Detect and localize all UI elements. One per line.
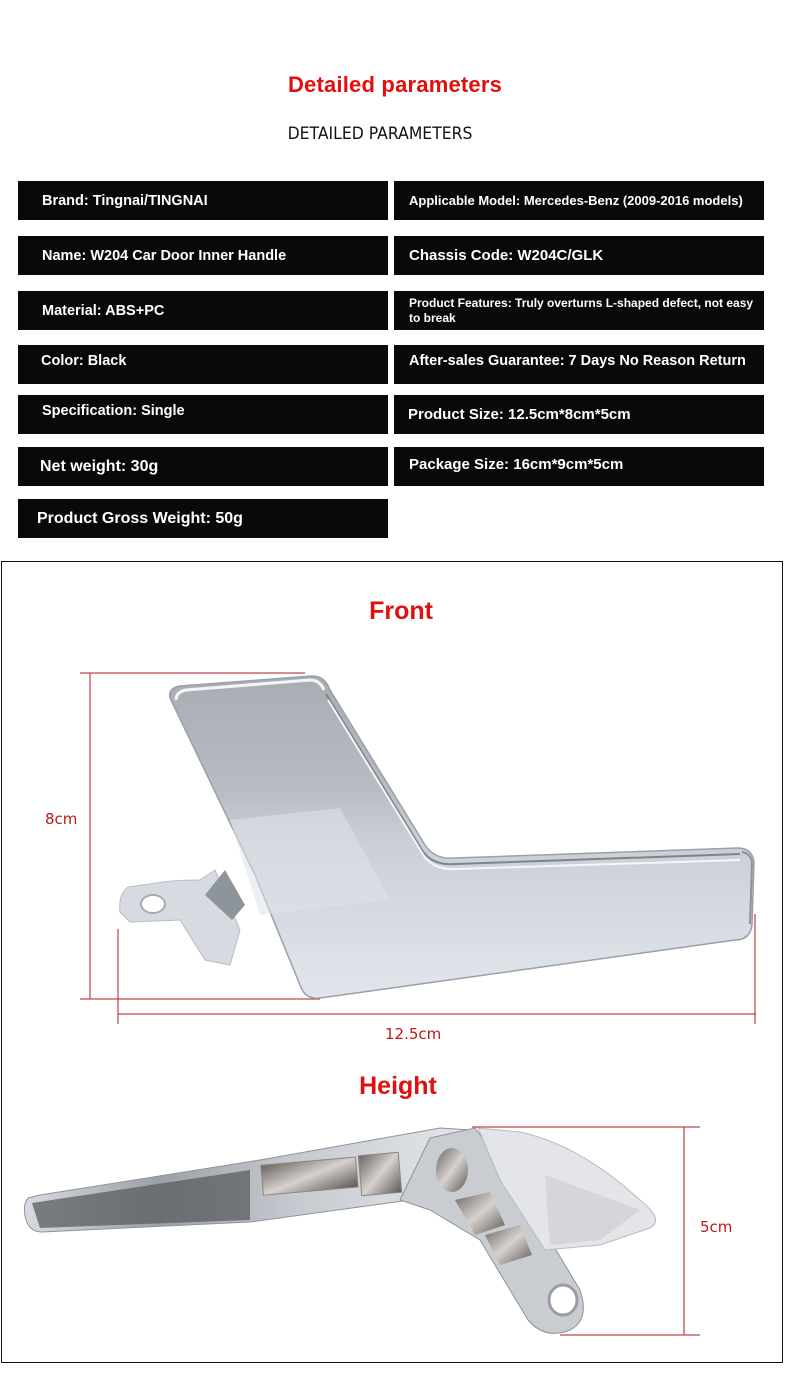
- front-handle-image: [120, 676, 754, 998]
- param-text: Material: ABS+PC: [42, 302, 165, 319]
- side-handle-image: [24, 1128, 655, 1333]
- front-height-label: 8cm: [45, 810, 78, 828]
- param-text: Applicable Model: Mercedes-Benz (2009-2016 models): [409, 193, 743, 208]
- param-text: Net weight: 30g: [40, 457, 159, 475]
- side-height-label: 5cm: [700, 1218, 733, 1236]
- param-text: Chassis Code: W204C/GLK: [409, 247, 604, 264]
- page-title: Detailed parameters: [287, 72, 503, 97]
- param-text: Brand: Tingnai/TINGNAI: [42, 192, 208, 209]
- param-text: Package Size: 16cm*9cm*5cm: [409, 456, 624, 473]
- param-text: Name: W204 Car Door Inner Handle: [42, 247, 287, 264]
- param-text: Specification: Single: [42, 403, 185, 419]
- param-text: After-sales Guarantee: 7 Days No Reason Return: [409, 353, 746, 369]
- param-text: Product Gross Weight: 50g: [37, 509, 243, 527]
- param-text: Product Features: Truly overturns L-shaped defect, not easy to break: [409, 296, 754, 325]
- front-view-title: Front: [369, 597, 433, 625]
- front-width-label: 12.5cm: [385, 1025, 442, 1043]
- side-view-title: Height: [359, 1072, 437, 1100]
- param-text: Color: Black: [41, 353, 127, 369]
- param-text: Product Size: 12.5cm*8cm*5cm: [408, 406, 631, 423]
- page-subtitle: DETAILED PARAMETERS: [287, 124, 473, 144]
